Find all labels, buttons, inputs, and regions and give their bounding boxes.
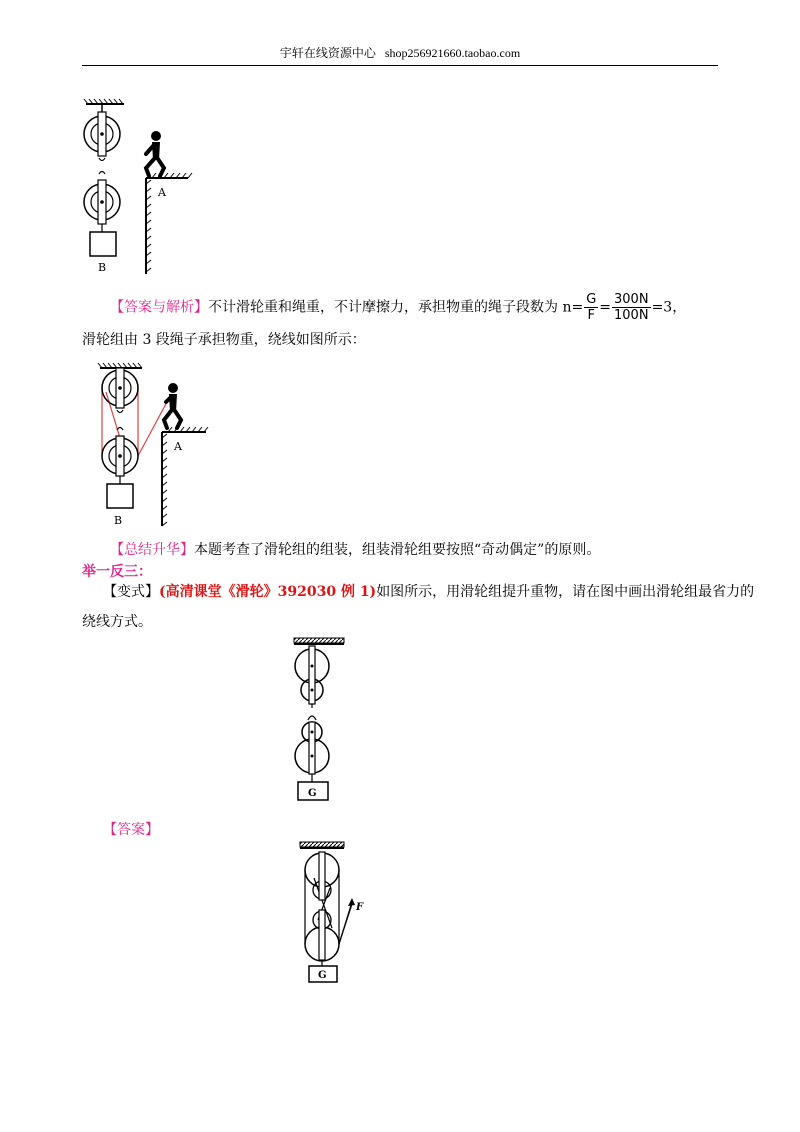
header-rule — [82, 65, 718, 66]
answer-tag: 【答案】 — [103, 822, 159, 838]
figure-variant-answer — [296, 840, 376, 990]
summary-line — [110, 540, 600, 560]
fraction-denominator: 100N — [614, 308, 649, 323]
movable-pulley — [84, 172, 120, 233]
header-shop: shop256921660.taobao.com — [384, 46, 521, 60]
rope — [305, 870, 352, 944]
ceiling — [98, 363, 142, 368]
label-b: B — [114, 514, 123, 527]
result-text: =3， — [651, 299, 687, 316]
figure-variant-question — [290, 636, 350, 806]
fraction-denominator: F — [587, 308, 595, 323]
weight-label: G — [318, 970, 327, 981]
answer-analysis-tag: 【答案与解析】 — [110, 299, 208, 316]
fraction-g-over-f — [584, 292, 598, 323]
rope — [102, 370, 168, 456]
person-icon — [164, 383, 181, 428]
page-header — [0, 44, 800, 61]
fraction-numerator: G — [586, 292, 597, 307]
answer-analysis-line2: 滑轮组由 3 段绳子承担物重，绕线如图所示： — [82, 332, 366, 348]
label-b: B — [98, 261, 107, 274]
variant-source: (高清课堂《滑轮》392030 例 1) — [159, 584, 377, 600]
fixed-pulley-block — [295, 646, 329, 708]
variant-line1 — [103, 582, 754, 602]
equals-sign: = — [599, 299, 612, 316]
answer-analysis-line1 — [110, 292, 686, 323]
weight-label: G — [308, 788, 317, 799]
wall-platform — [162, 427, 208, 526]
fixed-pulley — [102, 368, 138, 413]
movable-pulley-block — [295, 716, 329, 782]
answer-analysis-text: 不计滑轮重和绳重，不计摩擦力，承担物重的绳子段数为 n= — [208, 299, 584, 316]
summary-tag: 【总结升华】 — [110, 542, 194, 558]
figure-pulley-question — [80, 96, 210, 276]
wall-platform — [146, 173, 192, 274]
fixed-pulley-block — [305, 852, 339, 900]
person-icon — [146, 131, 164, 176]
ceiling — [294, 638, 344, 644]
section-title: 举一反三： — [82, 564, 152, 580]
variant-line2: 绕线方式。 — [82, 614, 152, 630]
weight-block — [90, 232, 116, 256]
variant-bracket: 【变式】 — [103, 584, 159, 600]
fraction-numerator: 300N — [614, 292, 649, 307]
ceiling — [300, 842, 344, 848]
header-title: 宇轩在线资源中心 — [279, 46, 376, 60]
label-a: A — [158, 186, 166, 199]
fraction-300n-over-100n — [612, 292, 651, 323]
movable-pulley-block — [305, 910, 339, 966]
force-label: F — [356, 902, 364, 913]
label-a: A — [174, 440, 182, 453]
movable-pulley — [102, 428, 138, 485]
variant-text: 如图所示，用滑轮组提升重物，请在图中画出滑轮组最省力的 — [376, 584, 755, 600]
weight-block — [107, 484, 133, 508]
figure-pulley-answer — [80, 362, 220, 532]
summary-text: 本题考查了滑轮组的组装，组装滑轮组要按照“奇动偶定”的原则。 — [194, 542, 601, 558]
fixed-pulley — [84, 112, 120, 161]
